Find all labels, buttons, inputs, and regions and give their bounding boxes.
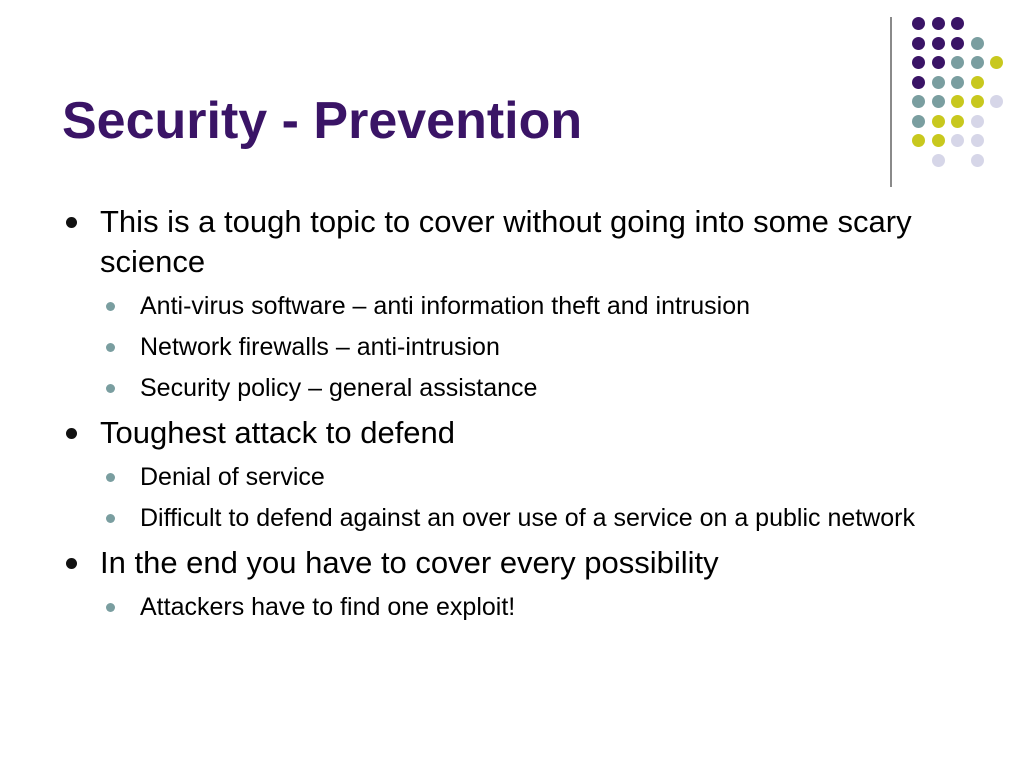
sub-bullet-item <box>62 372 962 405</box>
bullet-dot-icon <box>66 217 77 228</box>
decorative-dot-icon <box>932 134 945 147</box>
bullet-item <box>62 543 962 583</box>
decorative-dot-icon <box>932 17 945 30</box>
decorative-dot-icon <box>971 56 984 69</box>
decorative-dot-icon <box>951 37 964 50</box>
sub-bullet-dot-icon <box>106 473 115 482</box>
decorative-dot-icon <box>932 37 945 50</box>
decorative-dot-icon <box>971 154 984 167</box>
decorative-dot-icon <box>971 95 984 108</box>
sub-bullet-text: Attackers have to find one exploit! <box>140 593 516 621</box>
sub-bullet-dot-icon <box>106 343 115 352</box>
sub-bullet-item <box>62 290 962 323</box>
sub-bullet-item <box>62 591 962 624</box>
decorative-dot-icon <box>951 134 964 147</box>
decorative-dot-icon <box>971 134 984 147</box>
bullet-item <box>62 413 962 453</box>
sub-bullet-text: Anti-virus software – anti information theft and intrusion <box>140 292 751 320</box>
decorative-dot-icon <box>951 56 964 69</box>
decorative-dot-icon <box>912 76 925 89</box>
sub-bullet-text: Difficult to defend against an over use of a service on a public network <box>140 504 915 532</box>
bullet-text: This is a tough topic to cover without going into some scary science <box>100 204 912 279</box>
sub-bullet-dot-icon <box>106 603 115 612</box>
decorative-dot-icon <box>951 76 964 89</box>
bullet-text: Toughest attack to defend <box>100 415 456 450</box>
slide-body <box>62 198 962 624</box>
decorative-dot-icon <box>912 115 925 128</box>
sub-bullet-text: Denial of service <box>140 463 325 491</box>
decorative-dot-icon <box>951 17 964 30</box>
vertical-divider <box>890 17 892 187</box>
decorative-dot-icon <box>912 134 925 147</box>
decorative-dot-icon <box>912 17 925 30</box>
decorative-dot-icon <box>912 56 925 69</box>
decorative-dot-icon <box>932 115 945 128</box>
bullet-dot-icon <box>66 428 77 439</box>
sub-bullet-text: Network firewalls – anti-intrusion <box>140 333 500 361</box>
decorative-dot-icon <box>932 76 945 89</box>
decorative-dot-icon <box>971 76 984 89</box>
sub-bullet-item <box>62 331 962 364</box>
decorative-dot-icon <box>932 95 945 108</box>
sub-bullet-dot-icon <box>106 514 115 523</box>
decorative-dot-icon <box>990 95 1003 108</box>
sub-bullet-text: Security policy – general assistance <box>140 374 538 402</box>
decorative-dot-icon <box>951 95 964 108</box>
decorative-dot-icon <box>932 154 945 167</box>
bullet-dot-icon <box>66 558 77 569</box>
decorative-dot-icon <box>932 56 945 69</box>
decorative-dot-icon <box>912 37 925 50</box>
sub-bullet-dot-icon <box>106 302 115 311</box>
slide-title: Security - Prevention <box>62 92 583 150</box>
decorative-dot-icon <box>951 115 964 128</box>
decorative-dot-icon <box>912 95 925 108</box>
decorative-dot-icon <box>971 37 984 50</box>
sub-bullet-item <box>62 461 962 494</box>
decorative-dot-icon <box>990 56 1003 69</box>
sub-bullet-item <box>62 502 962 535</box>
bullet-item <box>62 202 962 282</box>
sub-bullet-dot-icon <box>106 384 115 393</box>
bullet-text: In the end you have to cover every possibility <box>100 545 719 580</box>
decorative-dot-icon <box>971 115 984 128</box>
